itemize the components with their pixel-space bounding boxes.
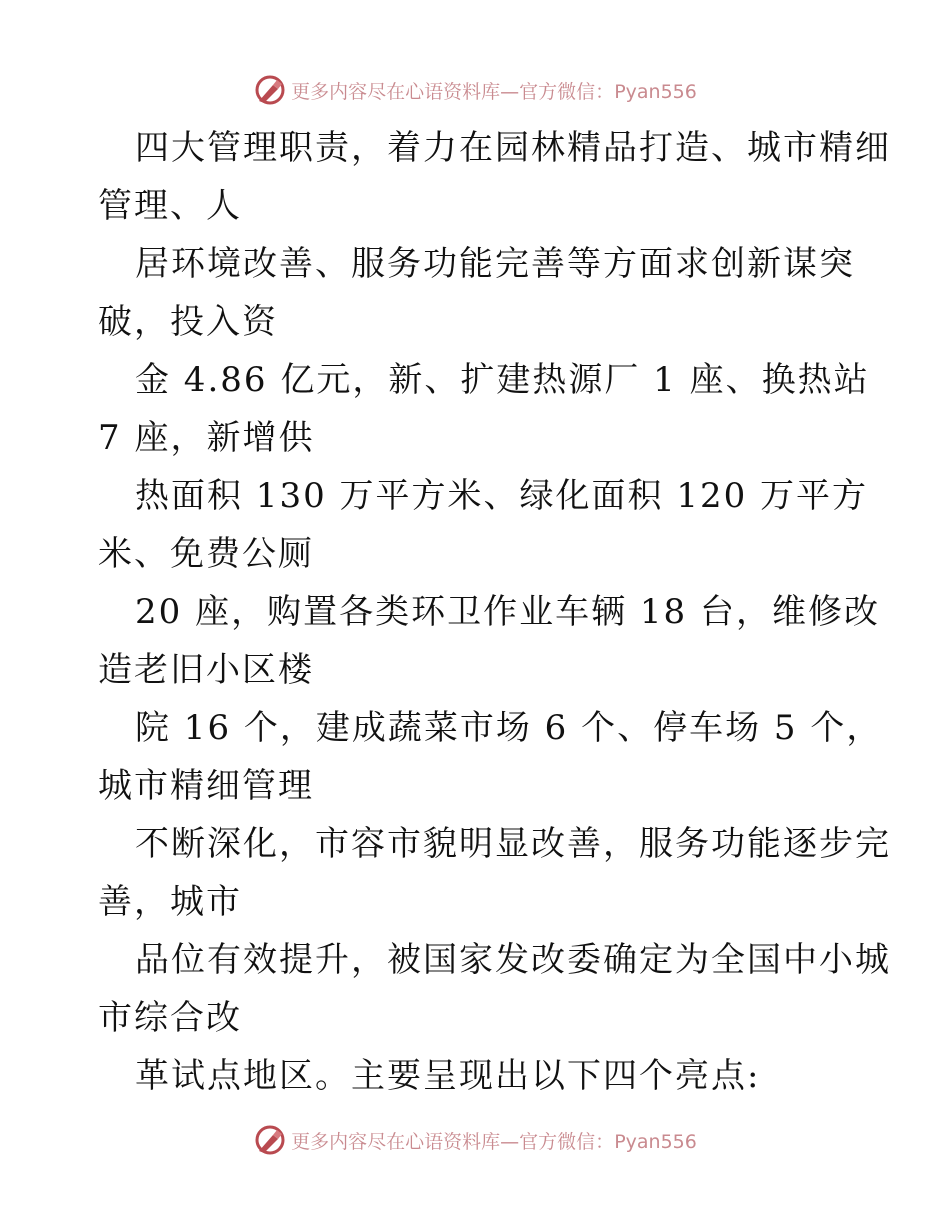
body-line: 热面积 130 万平方米、绿化面积 120 万平方 — [135, 476, 869, 516]
header-watermark — [0, 70, 950, 110]
pen-logo-icon — [253, 1123, 287, 1157]
body-line: 金 4.86 亿元，新、扩建热源厂 1 座、换热站 — [135, 360, 870, 400]
body-line: 居环境改善、服务功能完善等方面求创新谋突 — [135, 244, 855, 284]
body-line: 革试点地区。主要呈现出以下四个亮点: — [135, 1056, 761, 1096]
footer-brand: 更多内容尽在心语资料库 — [291, 1130, 501, 1153]
footer-account: Pyan556 — [614, 1130, 697, 1153]
body-line: 造老旧小区楼 — [98, 650, 314, 690]
pen-logo-icon — [253, 73, 287, 107]
footer-official: 官方微信： — [519, 1130, 615, 1153]
body-line: 城市精细管理 — [98, 766, 314, 806]
body-line: 四大管理职责，着力在园林精品打造、城市精细 — [135, 128, 891, 168]
header-brand: 更多内容尽在心语资料库 — [291, 80, 501, 103]
body-line: 20 座，购置各类环卫作业车辆 18 台，维修改 — [135, 592, 880, 632]
body-line: 善，城市 — [98, 882, 242, 922]
body-line: 破，投入资 — [98, 302, 278, 342]
header-dash: — — [500, 80, 520, 103]
footer-watermark — [0, 1120, 950, 1160]
footer-watermark-text — [291, 1127, 697, 1154]
header-official: 官方微信： — [519, 80, 615, 103]
header-account: Pyan556 — [614, 80, 697, 103]
body-line: 品位有效提升，被国家发改委确定为全国中小城 — [135, 940, 891, 980]
body-line: 7 座，新增供 — [98, 418, 315, 458]
body-line: 不断深化，市容市貌明显改善，服务功能逐步完 — [135, 824, 891, 864]
footer-dash: — — [500, 1130, 520, 1153]
body-line: 市综合改 — [98, 998, 242, 1038]
header-watermark-text — [291, 77, 697, 104]
body-line: 管理、人 — [98, 186, 242, 226]
body-line: 米、免费公厕 — [98, 534, 314, 574]
body-line: 院 16 个，建成蔬菜市场 6 个、停车场 5 个， — [135, 708, 883, 748]
